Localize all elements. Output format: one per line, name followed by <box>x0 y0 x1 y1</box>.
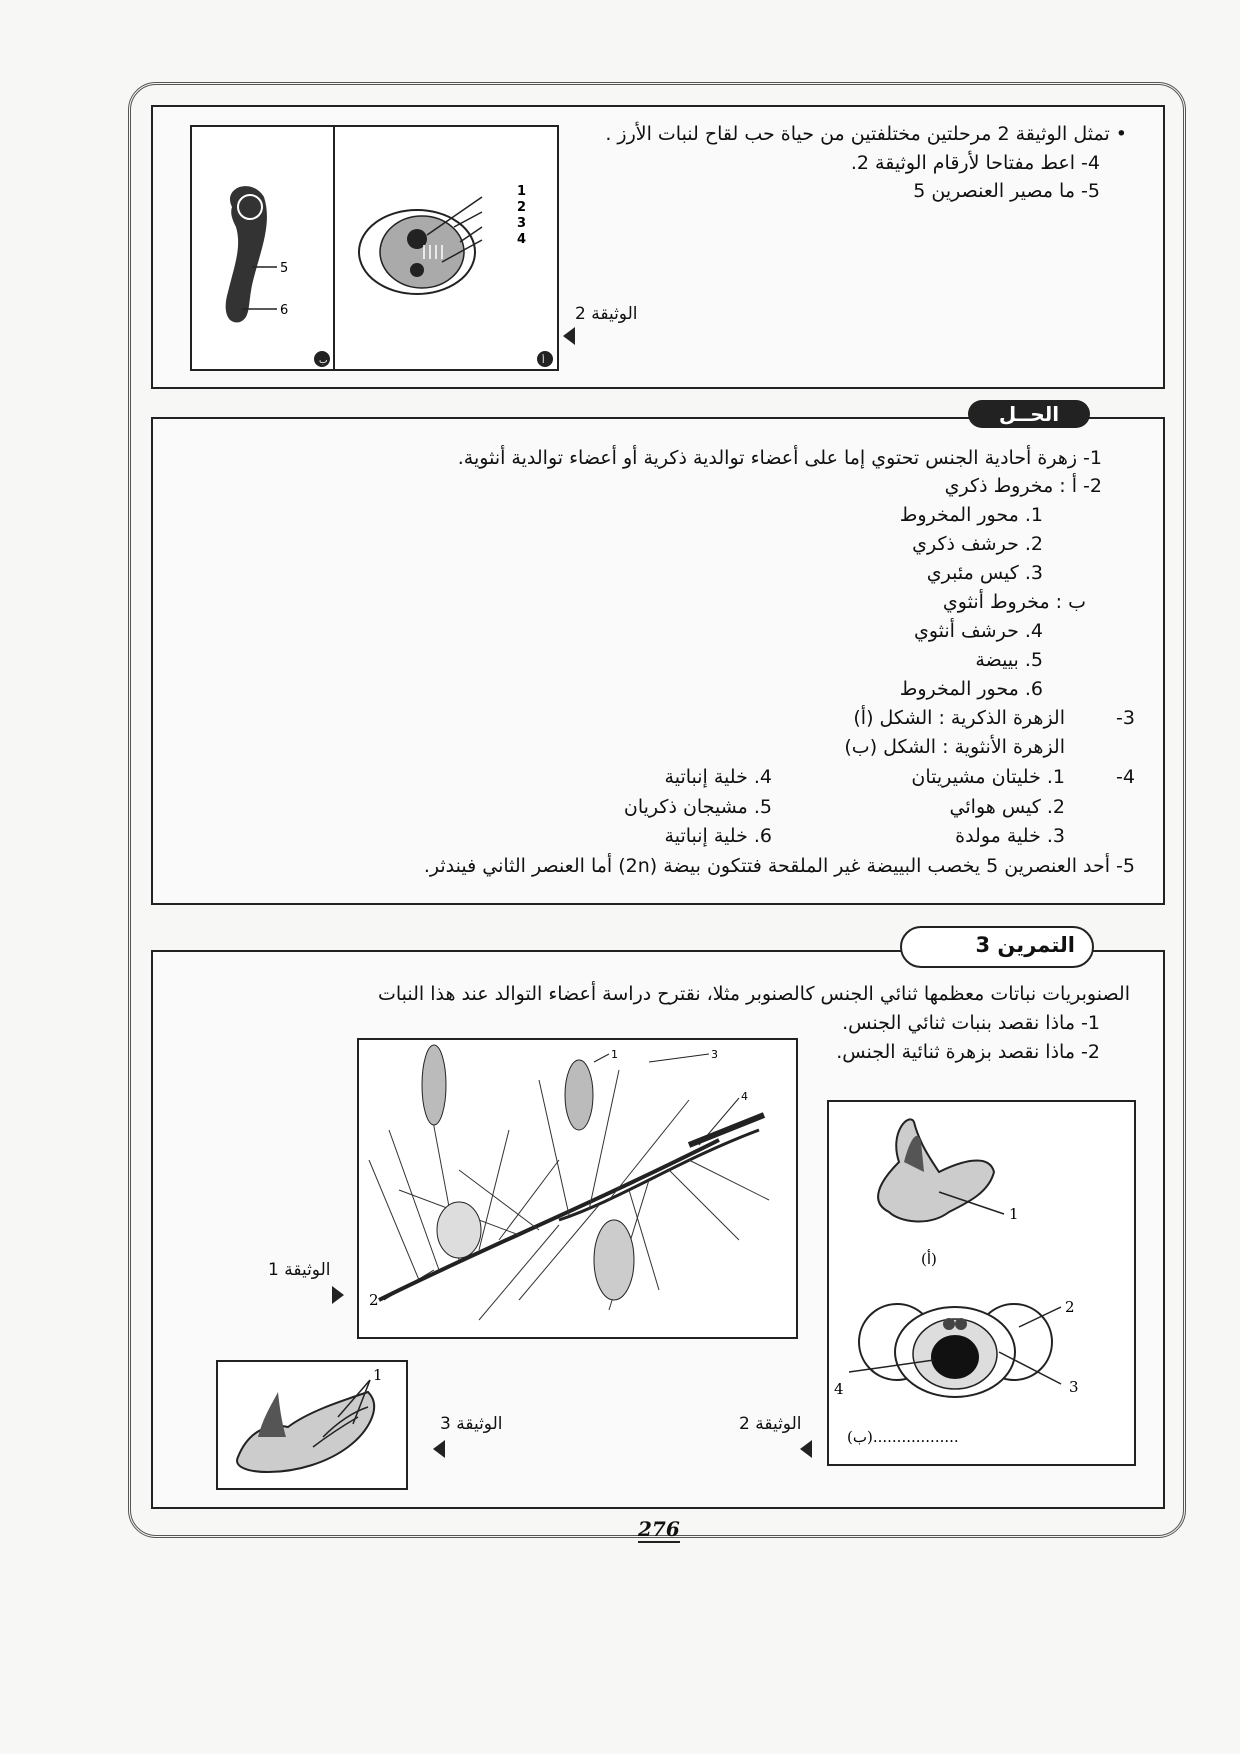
exercise3-question-2: 2- ماذا نقصد بزهرة ثنائية الجنس. <box>836 1041 1100 1063</box>
fig-number-3: 3 <box>517 216 527 231</box>
pine-branch-drawing <box>359 1040 796 1337</box>
exercise3-question-1: 1- ماذا نقصد بنبات ثنائي الجنس. <box>842 1012 1100 1034</box>
pine-pollen-figure <box>827 1100 1136 1466</box>
page-number: 276 <box>638 1517 680 1541</box>
solution-2-item5: 5. بييضة <box>975 649 1043 671</box>
doc2-ex-label: الوثيقة 2 <box>739 1414 802 1434</box>
solution-3b: الزهرة الأنثوية : الشكل (ب) <box>844 736 1065 758</box>
solution-1: 1- زهرة أحادية الجنس تحتوي إما على أعضاء توالدية ذكرية أو أعضاء توالدية أنثوية. <box>457 447 1102 469</box>
solution-2a: 2- أ : مخروط ذكري <box>944 475 1102 497</box>
doc2-ex-number-1: 1 <box>1009 1205 1019 1223</box>
doc1-number-4: 4 <box>741 1090 748 1103</box>
solution-4-item2: 2. كيس هوائي <box>949 796 1065 818</box>
solution-4-item5: 5. مشيجان ذكريان <box>623 796 772 818</box>
doc2-ex-pointer <box>800 1440 812 1458</box>
doc1-number-2: 2 <box>369 1291 379 1309</box>
solution-title: الحــل <box>968 400 1090 428</box>
exercise3-intro: الصنوبريات نباتات معظمها ثنائي الجنس كالصنوبر مثلا، نقترح دراسة أعضاء التوالد عند هذا النبات <box>377 983 1130 1005</box>
doc3-number-1: 1 <box>373 1366 383 1384</box>
solution-2-item4: 4. حرشف أنثوي <box>913 620 1043 642</box>
doc2-fig-a-label: (أ) <box>921 1250 937 1268</box>
doc1-number-1: 1 <box>611 1048 618 1061</box>
solution-2-item1: 1. محور المخروط <box>899 504 1043 526</box>
solution-2-item6: 6. محور المخروط <box>899 678 1043 700</box>
doc1-number-3: 3 <box>711 1048 718 1061</box>
solution-4-item6: 6. خلية إنباتية <box>664 825 772 847</box>
doc2-question-4: 4- اعط مفتاحا لأرقام الوثيقة 2. <box>850 152 1100 174</box>
pine-scale-figure <box>216 1360 408 1490</box>
corner-label-b: ب <box>319 356 328 366</box>
doc2-question-5: 5- ما مصير العنصرين 5 <box>913 180 1100 202</box>
fig-number-6: 6 <box>280 303 289 318</box>
doc2-fig-b-label: (ب).................. <box>847 1428 959 1446</box>
solution-4-item1: 1. خليتان مشيريتان <box>911 766 1065 788</box>
doc3-label: الوثيقة 3 <box>440 1414 503 1434</box>
pine-scale-drawing <box>218 1362 406 1488</box>
solution-4-item3: 3. خلية مولدة <box>955 825 1065 847</box>
solution-3a: الزهرة الذكرية : الشكل (أ) <box>853 707 1065 729</box>
doc2-label: الوثيقة 2 <box>575 304 638 324</box>
solution-5: 5- أحد العنصرين 5 يخصب البييضة غير الملقحة فتتكون بيضة (2n) أما العنصر الثاني فيندثر. <box>423 855 1135 877</box>
doc2-intro: • تمثل الوثيقة 2 مرحلتين مختلفتين من حياة حب لقاح لنبات الأرز . <box>605 123 1127 145</box>
pine-branch-figure <box>357 1038 798 1339</box>
doc1-pointer <box>332 1286 344 1304</box>
solution-4-number: 4- <box>1116 766 1135 788</box>
solution-2b: ب : مخروط أنثوي <box>942 591 1086 613</box>
doc2-ex-number-4: 4 <box>834 1380 844 1398</box>
pine-pollen-drawing <box>829 1102 1134 1464</box>
exercise3-title: التمرين 3 <box>975 933 1075 957</box>
doc2-pointer <box>563 327 575 345</box>
fig-number-2: 2 <box>517 200 527 215</box>
corner-label-a: أ <box>542 356 545 366</box>
pollen-drawing <box>192 127 557 369</box>
doc2-ex-number-3: 3 <box>1069 1378 1079 1396</box>
solution-2-item2: 2. حرشف ذكري <box>912 533 1043 555</box>
solution-3-number: 3- <box>1116 707 1135 729</box>
solution-4-item4: 4. خلية إنباتية <box>664 766 772 788</box>
doc2-ex-number-2: 2 <box>1065 1298 1075 1316</box>
doc3-pointer <box>433 1440 445 1458</box>
fig-number-1: 1 <box>517 184 527 199</box>
fig-number-5: 5 <box>280 261 289 276</box>
pollen-figure <box>190 125 559 371</box>
fig-number-4: 4 <box>517 232 527 247</box>
doc1-label: الوثيقة 1 <box>268 1260 331 1280</box>
solution-2-item3: 3. كيس مئبري <box>926 562 1043 584</box>
